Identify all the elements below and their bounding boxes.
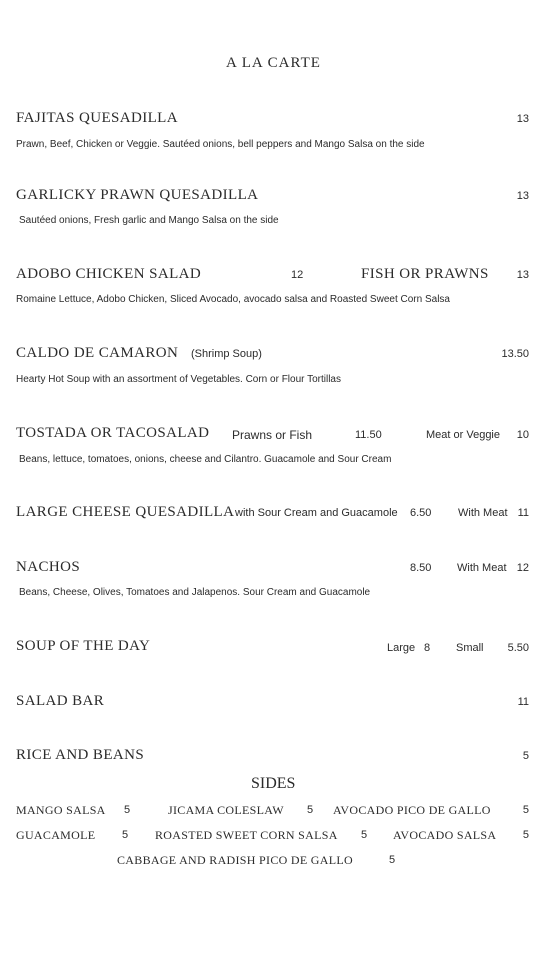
side-price: 5 [522,804,529,816]
item-price: 5 [522,750,529,762]
item-name: LARGE CHEESE QUESADILLA [16,504,235,520]
item-option-1-price: 11.50 [355,429,382,441]
item-option-2: With Meat [458,507,508,519]
item-name: SOUP OF THE DAY [16,638,151,654]
side-price: 5 [122,829,129,841]
side-price: 5 [361,829,368,841]
item-option-2-price: 11 [517,507,529,519]
item-name: SALAD BAR [16,693,105,709]
item-description: Sautéed onions, Fresh garlic and Mango Salsa on the side [19,215,279,226]
item-description: Hearty Hot Soup with an assortment of Vegetables. Corn or Flour Tortillas [16,374,341,385]
item-description: Prawn, Beef, Chicken or Veggie. Sautéed onions, bell peppers and Mango Salsa on the side [16,139,425,150]
item-alt-price: 13 [516,269,529,281]
item-price: 12 [291,269,304,281]
side-name: ROASTED SWEET CORN SALSA [155,828,338,842]
item-price: 6.50 [410,507,432,519]
side-name: JICAMA COLESLAW [168,803,284,817]
item-option-2: Meat or Veggie [426,429,500,441]
side-name: MANGO SALSA [16,803,106,817]
item-option-2: With Meat [457,562,507,574]
item-price: 11 [517,696,529,708]
side-name: CABBAGE AND RADISH PICO DE GALLO [117,853,353,867]
item-option-1-price: 8 [424,642,431,654]
item-option-1: Large [387,642,416,654]
item-name: RICE AND BEANS [16,747,145,763]
item-note: with Sour Cream and Guacamole [235,507,398,519]
side-price: 5 [124,804,131,816]
item-name: ADOBO CHICKEN SALAD [16,266,202,282]
item-note: (Shrimp Soup) [191,348,262,360]
side-name: AVOCADO SALSA [393,828,497,842]
item-price: 8.50 [410,562,432,574]
item-name: GARLICKY PRAWN QUESADILLA [16,187,259,203]
item-option-2-price: 5.50 [507,642,529,654]
item-price: 13.50 [501,348,529,360]
side-price: 5 [389,854,396,866]
item-option-2-price: 12 [516,562,529,574]
item-description: Beans, lettuce, tomatoes, onions, cheese and Cilantro. Guacamole and Sour Cream [19,454,392,465]
item-description: Beans, Cheese, Olives, Tomatoes and Jalapenos. Sour Cream and Guacamole [19,587,371,598]
item-price: 13 [516,113,529,125]
side-price: 5 [307,804,314,816]
item-description: Romaine Lettuce, Adobo Chicken, Sliced Avocado, avocado salsa and Roasted Sweet Corn Salsa [16,294,450,305]
item-alt-name: FISH OR PRAWNS [361,266,489,282]
page-title: A LA CARTE [226,55,321,71]
item-option-2-price: 10 [516,429,529,441]
sides-title: SIDES [251,775,296,792]
item-name: FAJITAS QUESADILLA [16,110,178,126]
side-name: AVOCADO PICO DE GALLO [333,803,491,817]
item-name: NACHOS [16,559,81,575]
item-option-1: Prawns or Fish [232,428,313,442]
side-price: 5 [522,829,529,841]
item-price: 13 [516,190,529,202]
item-name: TOSTADA OR TACOSALAD [16,425,210,441]
item-name: CALDO DE CAMARON [16,345,179,361]
item-option-2: Small [456,642,484,654]
side-name: GUACAMOLE [16,828,96,842]
